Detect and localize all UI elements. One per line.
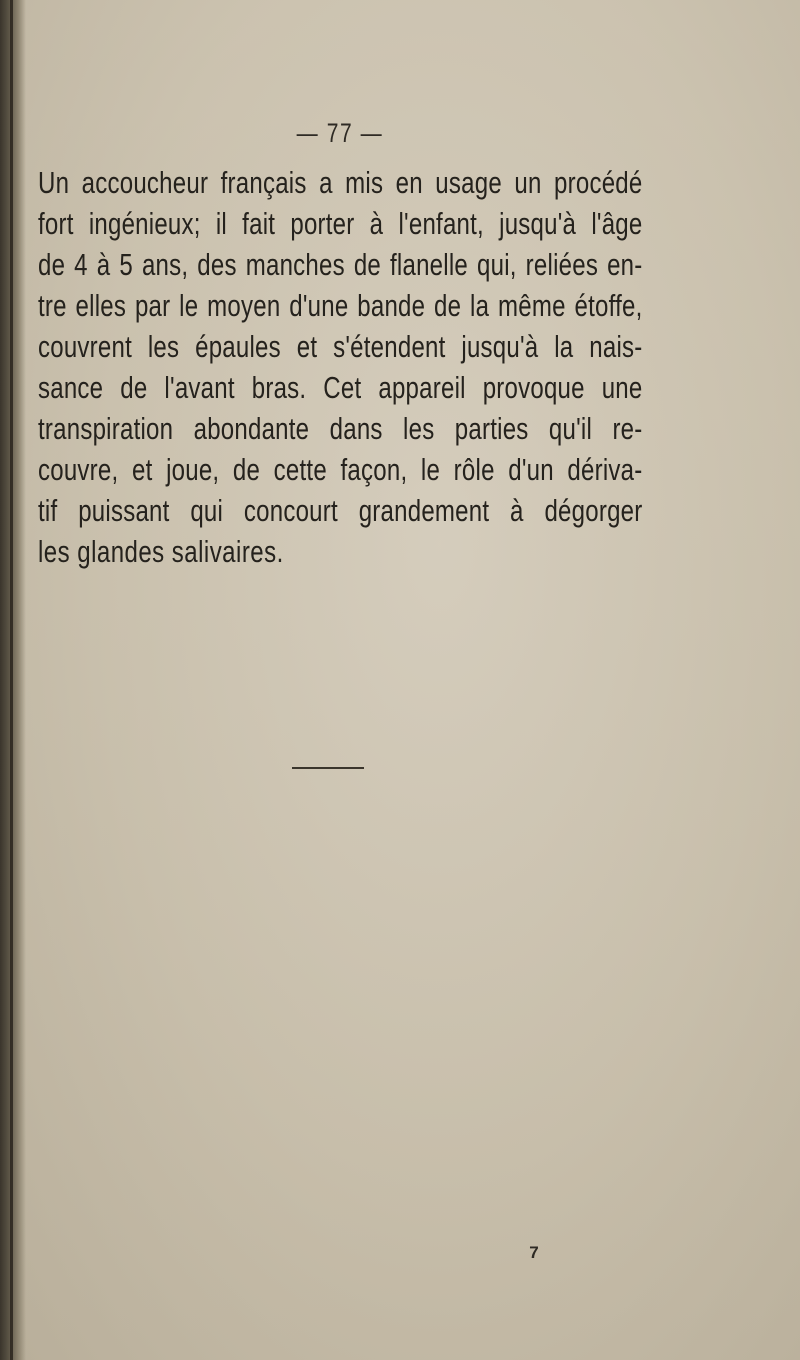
paragraph-line: Un accoucheur français a mis en usage un procédé	[38, 165, 643, 200]
paragraph-line: les glandes salivaires.	[38, 534, 284, 569]
paragraph-line: de 4 à 5 ans, des manches de flanelle qui, reliées en-	[38, 247, 643, 282]
signature-mark: 7	[529, 1243, 539, 1262]
section-rule	[292, 767, 364, 769]
page-binding-edge	[0, 0, 26, 1360]
paragraph	[38, 162, 643, 572]
paragraph-line: sance de l'avant bras. Cet appareil provoque une	[38, 370, 643, 405]
paragraph-line: transpiration abondante dans les parties qu'il re-	[38, 411, 643, 446]
paragraph-line: tif puissant qui concourt grandement à dégorger	[38, 493, 643, 528]
binding-shadow-line	[10, 0, 13, 1360]
paragraph-line: fort ingénieux; il fait porter à l'enfant, jusqu'à l'âge	[38, 206, 643, 241]
page-number: — 77 —	[296, 118, 384, 148]
paragraph-line: tre elles par le moyen d'une bande de la même étoffe,	[38, 288, 643, 323]
paragraph-line: couvrent les épaules et s'étendent jusqu'à la nais-	[38, 329, 643, 364]
paragraph-line: couvre, et joue, de cette façon, le rôle d'un dériva-	[38, 452, 643, 487]
